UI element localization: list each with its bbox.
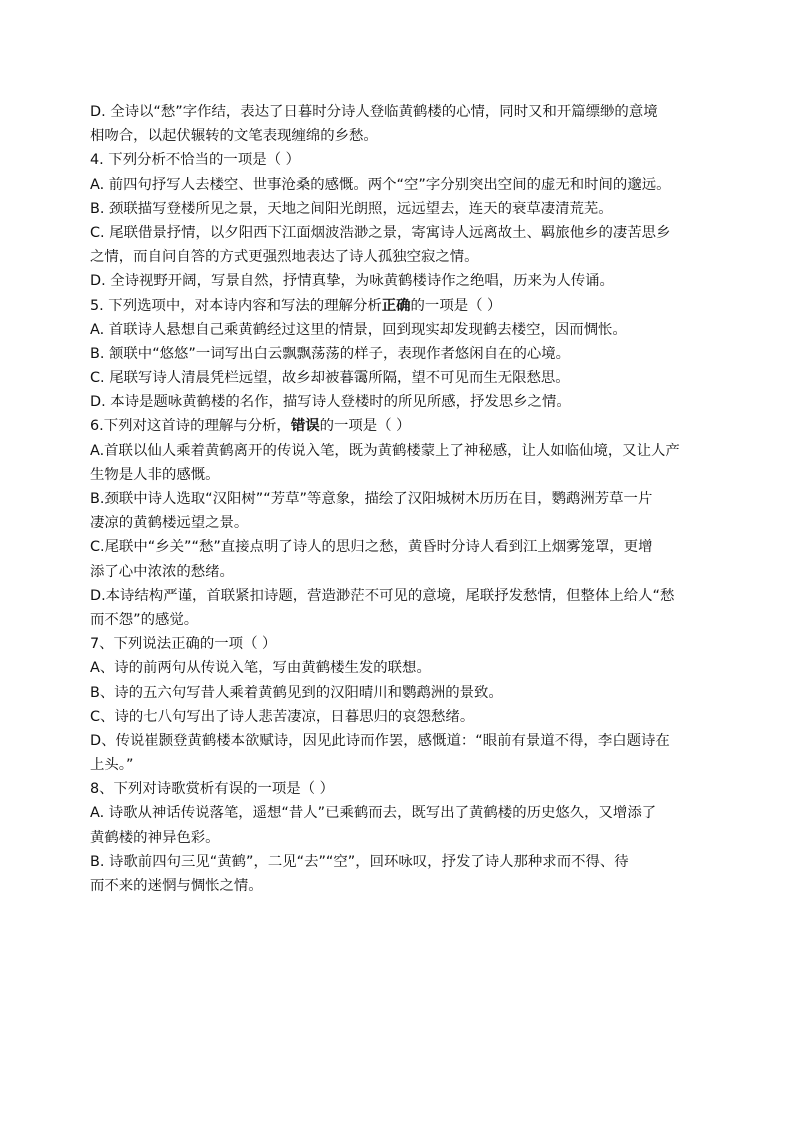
stem-prefix: 6.下列对这首诗的理解与分析， (90, 418, 291, 435)
option-a: A. 首联诗人悬想自己乘黄鹤经过这里的情景，回到现实却发现鹤去楼空，因而惆怅。 (90, 321, 627, 338)
option-c: C、诗的七八句写出了诗人悲苦凄凉，日暮思归的哀怨愁绪。 (90, 708, 475, 725)
question-5-stem (90, 294, 720, 318)
option-b: B. 颈联描写登楼所见之景，天地之间阳光朗照，远远望去，连天的衰草凄清荒芜。 (90, 200, 613, 217)
option-d: D.本诗结构严谨，首联紧扣诗题，营造渺茫不可见的意境，尾联抒发愁情，但整体上给人“愁 (90, 587, 675, 604)
stem-emphasis: 正确 (381, 297, 411, 314)
text-line: 黄鹤楼的神异色彩。 (90, 829, 220, 846)
question-4-stem: 4. 下列分析不恰当的一项是（ ） (90, 152, 300, 169)
text-line: 而不怨”的感觉。 (90, 611, 199, 628)
option-c: C. 尾联写诗人清晨凭栏远望，故乡却被暮霭所隔，望不可见而生无限愁思。 (90, 370, 570, 387)
stem-suffix: 的一项是（ ） (410, 297, 502, 314)
option-d: D. 全诗视野开阔，写景自然，抒情真挚，为咏黄鹤楼诗作之绝唱，历来为人传诵。 (90, 273, 614, 290)
option-a: A、诗的前两句从传说入笔，写由黄鹤楼生发的联想。 (90, 660, 431, 677)
text-line: 添了心中浓浓的愁绪。 (90, 563, 234, 580)
question-8-stem: 8、下列对诗歌赏析有误的一项是（ ） (90, 781, 334, 798)
option-a: A.首联以仙人乘着黄鹤离开的传说入笔，既为黄鹤楼蒙上了神秘感，让人如临仙境，又让人产 (90, 442, 680, 459)
text-line: 上头。” (90, 757, 134, 774)
option-d: D. 本诗是题咏黄鹤楼的名作，描写诗人登楼时的所见所感，抒发思乡之情。 (90, 394, 571, 411)
question-text (90, 100, 720, 898)
option-c: C.尾联中“乡关”“愁”直接点明了诗人的思归之愁，黄昏时分诗人看到江上烟雾笼罩，更增 (90, 539, 653, 556)
question-7-stem: 7、下列说法正确的一项（ ） (90, 636, 277, 653)
text-line: 凄凉的黄鹤楼远望之景。 (90, 515, 249, 532)
text-line: D. 全诗以“愁”字作结，表达了日暮时分诗人登临黄鹤楼的心情，同时又和开篇缥缈的意境 (90, 104, 658, 120)
stem-emphasis: 错误 (290, 418, 320, 435)
option-d: D、传说崔颢登黄鹤楼本欲赋诗，因见此诗而作罢，感慨道：“眼前有景道不得，李白题诗在 (90, 732, 670, 749)
text-line: 而不来的迷惘与惆怅之情。 (90, 878, 263, 894)
text-line: 相吻合，以起伏辗转的文笔表现缠绵的乡愁。 (90, 128, 378, 145)
option-c: C. 尾联借景抒情，以夕阳西下江面烟波浩渺之景，寄寓诗人远离故土、羁旅他乡的凄苦思乡 (90, 224, 671, 241)
option-b: B、诗的五六句写昔人乘着黄鹤见到的汉阳晴川和鹦鹉洲的景致。 (90, 684, 503, 701)
option-b: B.颈联中诗人选取“汉阳树”“芳草”等意象，描绘了汉阳城树木历历在目，鹦鹉洲芳草一片 (90, 491, 653, 507)
option-a: A. 诗歌从神话传说落笔，遥想“昔人”已乘鹤而去，既写出了黄鹤楼的历史悠久，又增添了 (90, 805, 657, 822)
stem-suffix: 的一项是（ ） (319, 418, 411, 435)
option-a: A. 前四句抒写人去楼空、世事沧桑的感慨。两个“空”字分别突出空间的虚无和时间的邈远。 (90, 176, 671, 193)
text-line: 生物是人非的感慨。 (90, 466, 220, 483)
text-line: 之情，而自问自答的方式更强烈地表达了诗人孤独空寂之情。 (90, 249, 479, 266)
option-b: B. 颔联中“悠悠”一词写出白云飘飘荡荡的样子，表现作者悠闲自在的心境。 (90, 345, 571, 362)
stem-prefix: 5. 下列选项中，对本诗内容和写法的理解分析 (90, 297, 382, 314)
question-6-stem (90, 414, 720, 438)
option-b: B. 诗歌前四句三见“黄鹤”，二见“去”“空”，回环咏叹，抒发了诗人那种求而不得、待 (90, 853, 629, 870)
